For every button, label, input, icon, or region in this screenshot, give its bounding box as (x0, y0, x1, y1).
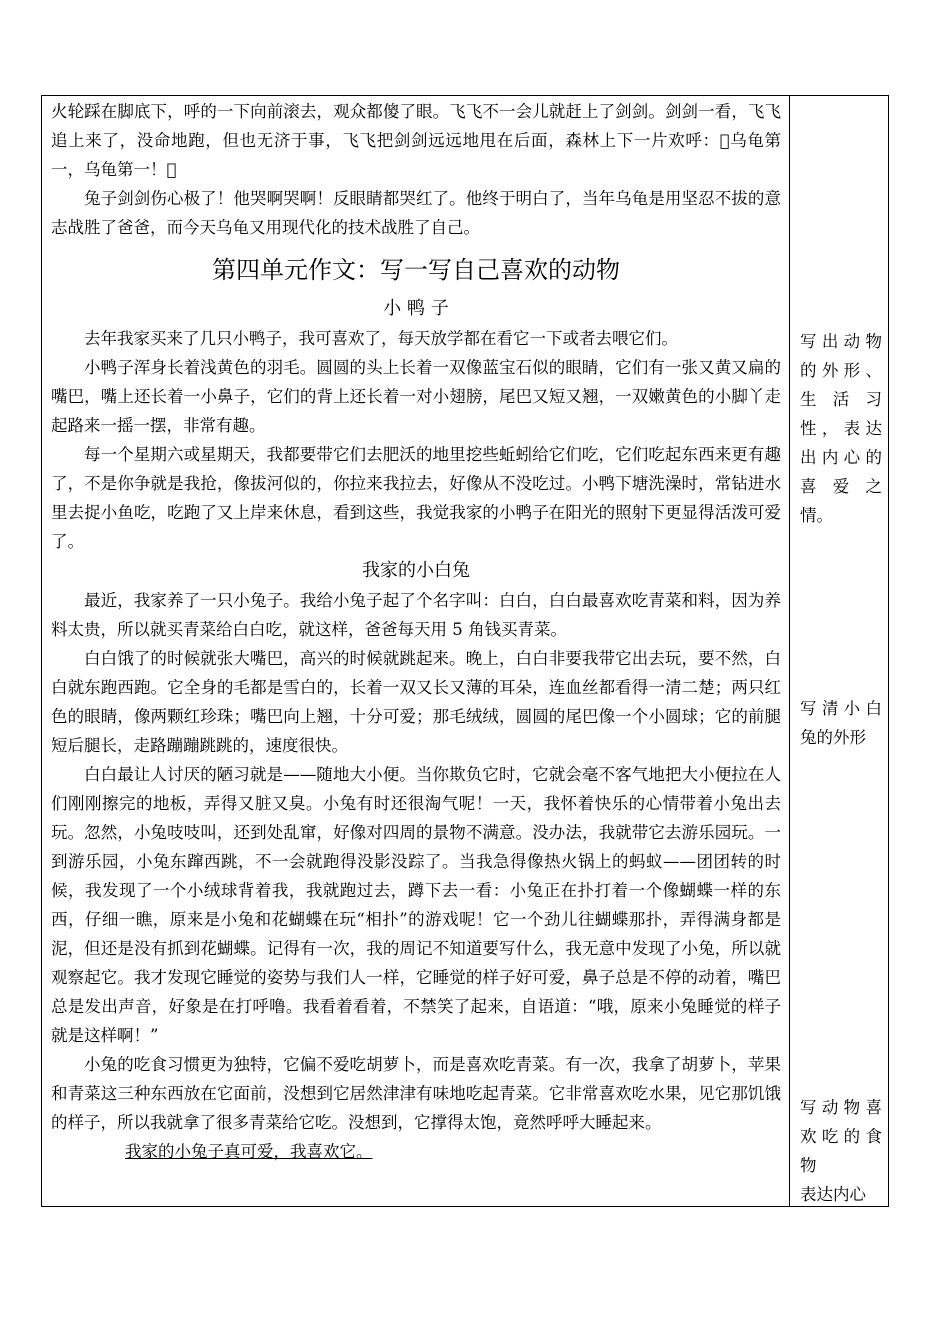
essay-title-duckling: 小 鸭 子 (383, 298, 449, 319)
essay-paragraph: 白白饿了的时候就张大嘴巴，高兴的时候就跳起来。晚上，白白非要我带它出去玩，要不然，白白就东跑西跑。它全身的毛都是雪白的，长着一双又长又薄的耳朵，连血丝都看得一清二楚；两只红色的眼睛，像两颗红珍珠；嘴巴向上翘，十分可爱；那毛绒绒，圆圆的尾巴像一个小圆球；它的前腿短后腿长，走路蹦蹦跳跳的，速度很快。 (51, 649, 781, 755)
story-paragraph: 兔子剑剑伤心极了！他哭啊哭啊！反眼睛都哭红了。他终于明白了，当年乌龟是用坚忍不拔的意志战胜了爸爸，而今天乌龟又用现代化的技术战胜了自己。 (51, 189, 781, 237)
margin-note-food: 写动物喜欢吃的食物 (800, 1098, 882, 1175)
margin-note-feelings: 表达内心 (800, 1185, 866, 1204)
essay-paragraph: 最近，我家养了一只小兔子。我给小兔子起了个名字叫：白白，白白最喜欢吃青菜和料，因为养料太贵，所以就买青菜给白白吃，就这样，爸爸每天用 5 角钱买青菜。 (51, 591, 781, 639)
essay-paragraph: 小兔的吃食习惯更为独特，它偏不爱吃胡萝卜，而是喜欢吃青菜。有一次，我拿了胡萝卜，苹果和青菜这三种东西放在它面前，没想到它居然津津有味地吃起青菜。它非常喜欢吃水果，见它那饥饿的样子，所以我就拿了很多青菜给它吃。没想到，它撑得太饱，竟然呼呼大睡起来。 (51, 1055, 781, 1132)
essay-paragraph: 去年我家买来了几只小鸭子，我可喜欢了，每天放学都在看它一下或者去喂它们。 (84, 329, 678, 348)
column-divider (789, 95, 790, 1207)
essay-paragraph: 小鸭子浑身长着浅黄色的羽毛。圆圆的头上长着一双像蓝宝石似的眼睛，它们有一张又黄又扁的嘴巴，嘴上还长着一小鼻子，它们的背上还长着一对小翅膀，尾巴又短又翘，一双嫩黄色的小脚丫走起路来一摇一摆，非常有趣。 (51, 358, 781, 435)
unit-heading: 第四单元作文：写一写自己喜欢的动物 (212, 256, 620, 284)
essay-paragraph: 白白最让人讨厌的陋习就是——随地大小便。当你欺负它时，它就会毫不客气地把大小便拉在人们刚刚擦完的地板，弄得又脏又臭。小兔有时还很淘气呢！一天，我怀着快乐的心情带着小兔出去玩。忽然，小兔吱吱叫，还到处乱窜，好像对四周的景物不满意。没办法，我就带它去游乐园玩。一到游乐园，小兔东蹿西跳，不一会就跑得没影没踪了。当我急得像热火锅上的蚂蚁——团团转的时候，我发现了一个小绒球背着我，我就跑过去，蹲下去一看：小兔正在扑打着一个像蝴蝶一样的东西，仔细一瞧，原来是小兔和花蝴蝶在玩“相扑”的游戏呢！它一个劲儿往蝴蝶那扑，弄得满身都是泥，但还是没有抓到花蝴蝶。记得有一次，我的周记不知道要写什么，我无意中发现了小兔，所以就观察起它。我才发现它睡觉的姿势与我们人一样，它睡觉的样子好可爱，鼻子总是不停的动着，嘴巴总是发出声音，好象是在打呼噜。我看着看着，不禁笑了起来，自语道：“哦，原来小兔睡觉的样子就是这样啊！” (51, 765, 781, 1045)
closing-text: 我家的小兔子真可爱，我喜欢它。 (125, 1142, 373, 1161)
essay-paragraph: 每一个星期六或星期天，我都要带它们去肥沃的地里挖些蚯蚓给它们吃，它们吃起东西来更有趣了，不是你争就是我抢，像拔河似的，你拉来我拉去，好像从不没吃过。小鸭下塘洗澡时，常钻进水里去捉小鱼吃，吃跑了又上岸来休息，看到这些，我觉我家的小鸭子在阳光的照射下更显得活泼可爱了。 (51, 445, 781, 551)
essay-title-rabbit: 我家的小白兔 (362, 560, 470, 581)
margin-note-appearance-habits: 写出动物的外形、生 活 习性，表达出内心的喜 爱 之情。 (800, 332, 882, 525)
story-paragraph: 火轮踩在脚底下，呼的一下向前滚去，观众都傻了眼。飞飞不一会儿就赶上了剑剑。剑剑一看，飞飞追上来了，没命地跑，但也无济于事，飞飞把剑剑远远地甩在后面，森林上下一片欢呼： 乌龟第一，乌龟第一！  (51, 102, 781, 179)
margin-note-rabbit-appearance: 写清小白兔的外形 (800, 699, 882, 747)
main-text-column (51, 97, 781, 1166)
essay-closing-line (51, 1137, 781, 1166)
